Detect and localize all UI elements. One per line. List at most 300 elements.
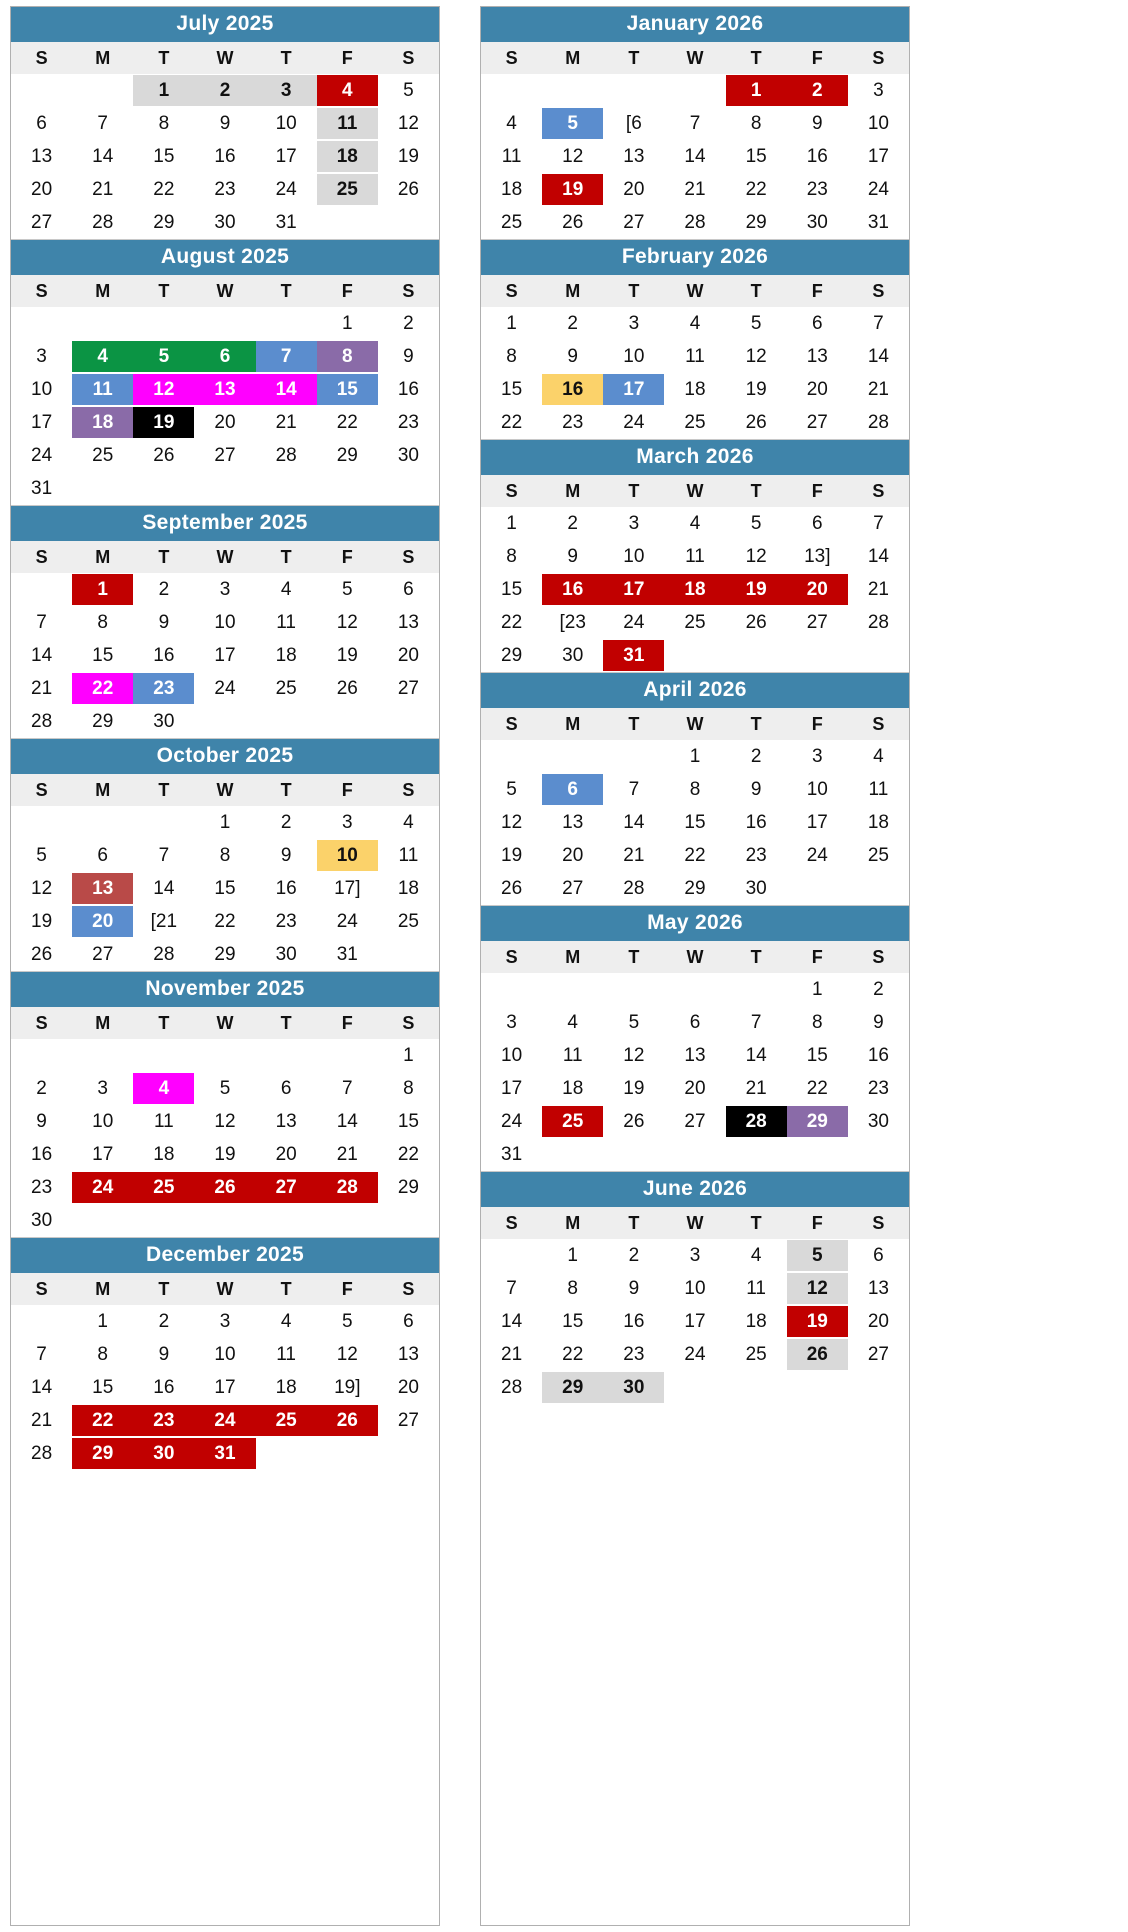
day-cell[interactable] bbox=[726, 773, 787, 806]
day-cell[interactable] bbox=[256, 573, 317, 606]
day-cell[interactable] bbox=[256, 1171, 317, 1204]
day-cell[interactable] bbox=[317, 173, 378, 206]
day-cell[interactable] bbox=[726, 307, 787, 340]
day-cell[interactable] bbox=[787, 1105, 848, 1138]
day-cell[interactable] bbox=[542, 507, 603, 540]
day-cell[interactable] bbox=[542, 839, 603, 872]
day-cell[interactable] bbox=[726, 1072, 787, 1105]
day-cell[interactable] bbox=[133, 672, 194, 705]
day-cell[interactable] bbox=[317, 406, 378, 439]
day-cell[interactable] bbox=[317, 307, 378, 340]
day-cell[interactable] bbox=[378, 1305, 439, 1338]
day-cell[interactable] bbox=[72, 606, 133, 639]
day-cell[interactable] bbox=[787, 573, 848, 606]
day-cell[interactable] bbox=[194, 839, 255, 872]
day-cell[interactable] bbox=[848, 1105, 909, 1138]
day-cell[interactable] bbox=[11, 872, 72, 905]
day-cell[interactable] bbox=[848, 507, 909, 540]
day-cell[interactable] bbox=[664, 206, 725, 239]
day-cell[interactable] bbox=[664, 1072, 725, 1105]
day-cell[interactable] bbox=[848, 1239, 909, 1272]
day-cell[interactable] bbox=[11, 1437, 72, 1470]
day-cell[interactable] bbox=[664, 1272, 725, 1305]
day-cell[interactable] bbox=[72, 1404, 133, 1437]
day-cell[interactable] bbox=[72, 705, 133, 738]
day-cell[interactable] bbox=[11, 938, 72, 971]
day-cell[interactable] bbox=[317, 1305, 378, 1338]
day-cell[interactable] bbox=[664, 573, 725, 606]
day-cell[interactable] bbox=[542, 1006, 603, 1039]
day-cell[interactable] bbox=[11, 373, 72, 406]
day-cell[interactable] bbox=[72, 1338, 133, 1371]
day-cell[interactable] bbox=[542, 107, 603, 140]
day-cell[interactable] bbox=[317, 1105, 378, 1138]
day-cell[interactable] bbox=[256, 1338, 317, 1371]
day-cell[interactable] bbox=[317, 672, 378, 705]
day-cell[interactable] bbox=[664, 773, 725, 806]
day-cell[interactable] bbox=[664, 140, 725, 173]
day-cell[interactable] bbox=[664, 507, 725, 540]
day-cell[interactable] bbox=[726, 540, 787, 573]
day-cell[interactable] bbox=[256, 1371, 317, 1404]
day-cell[interactable] bbox=[542, 373, 603, 406]
day-cell[interactable] bbox=[256, 107, 317, 140]
day-cell[interactable] bbox=[256, 173, 317, 206]
day-cell[interactable] bbox=[133, 1072, 194, 1105]
day-cell[interactable] bbox=[481, 1138, 542, 1171]
day-cell[interactable] bbox=[72, 107, 133, 140]
day-cell[interactable] bbox=[542, 206, 603, 239]
day-cell[interactable] bbox=[256, 938, 317, 971]
day-cell[interactable] bbox=[194, 1437, 255, 1470]
day-cell[interactable] bbox=[848, 140, 909, 173]
day-cell[interactable] bbox=[256, 74, 317, 107]
day-cell[interactable] bbox=[133, 107, 194, 140]
day-cell[interactable] bbox=[603, 107, 664, 140]
day-cell[interactable] bbox=[256, 206, 317, 239]
day-cell[interactable] bbox=[542, 606, 603, 639]
day-cell[interactable] bbox=[848, 1039, 909, 1072]
day-cell[interactable] bbox=[256, 639, 317, 672]
day-cell[interactable] bbox=[11, 340, 72, 373]
day-cell[interactable] bbox=[848, 373, 909, 406]
day-cell[interactable] bbox=[317, 806, 378, 839]
day-cell[interactable] bbox=[481, 107, 542, 140]
day-cell[interactable] bbox=[726, 1006, 787, 1039]
day-cell[interactable] bbox=[378, 872, 439, 905]
day-cell[interactable] bbox=[194, 872, 255, 905]
day-cell[interactable] bbox=[378, 107, 439, 140]
day-cell[interactable] bbox=[194, 74, 255, 107]
day-cell[interactable] bbox=[481, 1072, 542, 1105]
day-cell[interactable] bbox=[378, 373, 439, 406]
day-cell[interactable] bbox=[133, 1105, 194, 1138]
day-cell[interactable] bbox=[726, 1039, 787, 1072]
day-cell[interactable] bbox=[726, 1239, 787, 1272]
day-cell[interactable] bbox=[72, 639, 133, 672]
day-cell[interactable] bbox=[133, 872, 194, 905]
day-cell[interactable] bbox=[317, 905, 378, 938]
day-cell[interactable] bbox=[787, 540, 848, 573]
day-cell[interactable] bbox=[542, 573, 603, 606]
day-cell[interactable] bbox=[664, 540, 725, 573]
day-cell[interactable] bbox=[542, 1072, 603, 1105]
day-cell[interactable] bbox=[848, 606, 909, 639]
day-cell[interactable] bbox=[481, 307, 542, 340]
day-cell[interactable] bbox=[848, 973, 909, 1006]
day-cell[interactable] bbox=[194, 672, 255, 705]
day-cell[interactable] bbox=[664, 740, 725, 773]
day-cell[interactable] bbox=[848, 74, 909, 107]
day-cell[interactable] bbox=[481, 1105, 542, 1138]
day-cell[interactable] bbox=[664, 1105, 725, 1138]
day-cell[interactable] bbox=[603, 639, 664, 672]
day-cell[interactable] bbox=[603, 573, 664, 606]
day-cell[interactable] bbox=[72, 173, 133, 206]
day-cell[interactable] bbox=[603, 540, 664, 573]
day-cell[interactable] bbox=[194, 573, 255, 606]
day-cell[interactable] bbox=[133, 1371, 194, 1404]
day-cell[interactable] bbox=[481, 872, 542, 905]
day-cell[interactable] bbox=[481, 540, 542, 573]
day-cell[interactable] bbox=[11, 1338, 72, 1371]
day-cell[interactable] bbox=[481, 173, 542, 206]
day-cell[interactable] bbox=[542, 1239, 603, 1272]
day-cell[interactable] bbox=[378, 839, 439, 872]
day-cell[interactable] bbox=[664, 872, 725, 905]
day-cell[interactable] bbox=[664, 173, 725, 206]
day-cell[interactable] bbox=[542, 406, 603, 439]
day-cell[interactable] bbox=[787, 107, 848, 140]
day-cell[interactable] bbox=[603, 507, 664, 540]
day-cell[interactable] bbox=[194, 606, 255, 639]
day-cell[interactable] bbox=[11, 1371, 72, 1404]
day-cell[interactable] bbox=[256, 373, 317, 406]
day-cell[interactable] bbox=[72, 1138, 133, 1171]
day-cell[interactable] bbox=[72, 140, 133, 173]
day-cell[interactable] bbox=[194, 206, 255, 239]
day-cell[interactable] bbox=[664, 1039, 725, 1072]
day-cell[interactable] bbox=[603, 1039, 664, 1072]
day-cell[interactable] bbox=[603, 206, 664, 239]
day-cell[interactable] bbox=[133, 1338, 194, 1371]
day-cell[interactable] bbox=[726, 74, 787, 107]
day-cell[interactable] bbox=[72, 839, 133, 872]
day-cell[interactable] bbox=[542, 1371, 603, 1404]
day-cell[interactable] bbox=[256, 606, 317, 639]
day-cell[interactable] bbox=[787, 74, 848, 107]
day-cell[interactable] bbox=[72, 1437, 133, 1470]
day-cell[interactable] bbox=[603, 806, 664, 839]
day-cell[interactable] bbox=[378, 1072, 439, 1105]
day-cell[interactable] bbox=[481, 1371, 542, 1404]
day-cell[interactable] bbox=[603, 1272, 664, 1305]
day-cell[interactable] bbox=[72, 872, 133, 905]
day-cell[interactable] bbox=[848, 1072, 909, 1105]
day-cell[interactable] bbox=[787, 406, 848, 439]
day-cell[interactable] bbox=[603, 340, 664, 373]
day-cell[interactable] bbox=[72, 1072, 133, 1105]
day-cell[interactable] bbox=[72, 672, 133, 705]
day-cell[interactable] bbox=[726, 107, 787, 140]
day-cell[interactable] bbox=[481, 1272, 542, 1305]
day-cell[interactable] bbox=[72, 406, 133, 439]
day-cell[interactable] bbox=[603, 173, 664, 206]
day-cell[interactable] bbox=[378, 905, 439, 938]
day-cell[interactable] bbox=[194, 439, 255, 472]
day-cell[interactable] bbox=[133, 140, 194, 173]
day-cell[interactable] bbox=[11, 1404, 72, 1437]
day-cell[interactable] bbox=[481, 806, 542, 839]
day-cell[interactable] bbox=[542, 340, 603, 373]
day-cell[interactable] bbox=[848, 573, 909, 606]
day-cell[interactable] bbox=[194, 140, 255, 173]
day-cell[interactable] bbox=[133, 705, 194, 738]
day-cell[interactable] bbox=[11, 1138, 72, 1171]
day-cell[interactable] bbox=[317, 340, 378, 373]
day-cell[interactable] bbox=[11, 439, 72, 472]
day-cell[interactable] bbox=[664, 307, 725, 340]
day-cell[interactable] bbox=[787, 773, 848, 806]
day-cell[interactable] bbox=[194, 938, 255, 971]
day-cell[interactable] bbox=[848, 1338, 909, 1371]
day-cell[interactable] bbox=[256, 806, 317, 839]
day-cell[interactable] bbox=[378, 1404, 439, 1437]
day-cell[interactable] bbox=[256, 1404, 317, 1437]
day-cell[interactable] bbox=[848, 107, 909, 140]
day-cell[interactable] bbox=[133, 1138, 194, 1171]
day-cell[interactable] bbox=[11, 140, 72, 173]
day-cell[interactable] bbox=[378, 1105, 439, 1138]
day-cell[interactable] bbox=[664, 606, 725, 639]
day-cell[interactable] bbox=[726, 806, 787, 839]
day-cell[interactable] bbox=[11, 472, 72, 505]
day-cell[interactable] bbox=[378, 672, 439, 705]
day-cell[interactable] bbox=[787, 373, 848, 406]
day-cell[interactable] bbox=[133, 1305, 194, 1338]
day-cell[interactable] bbox=[848, 1272, 909, 1305]
day-cell[interactable] bbox=[848, 806, 909, 839]
day-cell[interactable] bbox=[194, 107, 255, 140]
day-cell[interactable] bbox=[726, 1105, 787, 1138]
day-cell[interactable] bbox=[481, 773, 542, 806]
day-cell[interactable] bbox=[11, 1072, 72, 1105]
day-cell[interactable] bbox=[848, 406, 909, 439]
day-cell[interactable] bbox=[481, 373, 542, 406]
day-cell[interactable] bbox=[11, 839, 72, 872]
day-cell[interactable] bbox=[378, 1338, 439, 1371]
day-cell[interactable] bbox=[256, 1138, 317, 1171]
day-cell[interactable] bbox=[11, 672, 72, 705]
day-cell[interactable] bbox=[317, 439, 378, 472]
day-cell[interactable] bbox=[726, 1338, 787, 1371]
day-cell[interactable] bbox=[787, 740, 848, 773]
day-cell[interactable] bbox=[603, 307, 664, 340]
day-cell[interactable] bbox=[194, 639, 255, 672]
day-cell[interactable] bbox=[542, 173, 603, 206]
day-cell[interactable] bbox=[603, 606, 664, 639]
day-cell[interactable] bbox=[72, 439, 133, 472]
day-cell[interactable] bbox=[194, 1371, 255, 1404]
day-cell[interactable] bbox=[256, 1305, 317, 1338]
day-cell[interactable] bbox=[133, 340, 194, 373]
day-cell[interactable] bbox=[848, 1305, 909, 1338]
day-cell[interactable] bbox=[848, 340, 909, 373]
day-cell[interactable] bbox=[726, 1305, 787, 1338]
day-cell[interactable] bbox=[542, 1338, 603, 1371]
day-cell[interactable] bbox=[317, 839, 378, 872]
day-cell[interactable] bbox=[481, 507, 542, 540]
day-cell[interactable] bbox=[378, 639, 439, 672]
day-cell[interactable] bbox=[726, 406, 787, 439]
day-cell[interactable] bbox=[542, 1105, 603, 1138]
day-cell[interactable] bbox=[72, 573, 133, 606]
day-cell[interactable] bbox=[72, 373, 133, 406]
day-cell[interactable] bbox=[317, 1371, 378, 1404]
day-cell[interactable] bbox=[317, 1171, 378, 1204]
day-cell[interactable] bbox=[317, 74, 378, 107]
day-cell[interactable] bbox=[133, 606, 194, 639]
day-cell[interactable] bbox=[787, 606, 848, 639]
day-cell[interactable] bbox=[542, 1272, 603, 1305]
day-cell[interactable] bbox=[726, 373, 787, 406]
day-cell[interactable] bbox=[378, 406, 439, 439]
day-cell[interactable] bbox=[133, 74, 194, 107]
day-cell[interactable] bbox=[481, 140, 542, 173]
day-cell[interactable] bbox=[72, 938, 133, 971]
day-cell[interactable] bbox=[378, 1138, 439, 1171]
day-cell[interactable] bbox=[317, 938, 378, 971]
day-cell[interactable] bbox=[133, 206, 194, 239]
day-cell[interactable] bbox=[194, 373, 255, 406]
day-cell[interactable] bbox=[603, 872, 664, 905]
day-cell[interactable] bbox=[256, 905, 317, 938]
day-cell[interactable] bbox=[664, 1239, 725, 1272]
day-cell[interactable] bbox=[481, 1338, 542, 1371]
day-cell[interactable] bbox=[378, 1039, 439, 1072]
day-cell[interactable] bbox=[787, 140, 848, 173]
day-cell[interactable] bbox=[664, 1006, 725, 1039]
day-cell[interactable] bbox=[11, 705, 72, 738]
day-cell[interactable] bbox=[133, 406, 194, 439]
day-cell[interactable] bbox=[133, 439, 194, 472]
day-cell[interactable] bbox=[603, 373, 664, 406]
day-cell[interactable] bbox=[603, 1006, 664, 1039]
day-cell[interactable] bbox=[481, 639, 542, 672]
day-cell[interactable] bbox=[194, 406, 255, 439]
day-cell[interactable] bbox=[378, 439, 439, 472]
day-cell[interactable] bbox=[133, 1404, 194, 1437]
day-cell[interactable] bbox=[11, 406, 72, 439]
day-cell[interactable] bbox=[481, 839, 542, 872]
day-cell[interactable] bbox=[481, 340, 542, 373]
day-cell[interactable] bbox=[72, 206, 133, 239]
day-cell[interactable] bbox=[11, 173, 72, 206]
day-cell[interactable] bbox=[317, 140, 378, 173]
day-cell[interactable] bbox=[194, 1138, 255, 1171]
day-cell[interactable] bbox=[787, 1006, 848, 1039]
day-cell[interactable] bbox=[481, 1039, 542, 1072]
day-cell[interactable] bbox=[787, 206, 848, 239]
day-cell[interactable] bbox=[256, 1105, 317, 1138]
day-cell[interactable] bbox=[256, 672, 317, 705]
day-cell[interactable] bbox=[194, 1305, 255, 1338]
day-cell[interactable] bbox=[848, 773, 909, 806]
day-cell[interactable] bbox=[378, 173, 439, 206]
day-cell[interactable] bbox=[133, 839, 194, 872]
day-cell[interactable] bbox=[726, 140, 787, 173]
day-cell[interactable] bbox=[787, 507, 848, 540]
day-cell[interactable] bbox=[848, 206, 909, 239]
day-cell[interactable] bbox=[481, 1305, 542, 1338]
day-cell[interactable] bbox=[317, 639, 378, 672]
day-cell[interactable] bbox=[848, 1006, 909, 1039]
day-cell[interactable] bbox=[542, 872, 603, 905]
day-cell[interactable] bbox=[378, 307, 439, 340]
day-cell[interactable] bbox=[481, 573, 542, 606]
day-cell[interactable] bbox=[664, 806, 725, 839]
day-cell[interactable] bbox=[133, 938, 194, 971]
day-cell[interactable] bbox=[481, 206, 542, 239]
day-cell[interactable] bbox=[317, 373, 378, 406]
day-cell[interactable] bbox=[664, 340, 725, 373]
day-cell[interactable] bbox=[378, 1171, 439, 1204]
day-cell[interactable] bbox=[194, 173, 255, 206]
day-cell[interactable] bbox=[787, 340, 848, 373]
day-cell[interactable] bbox=[603, 1338, 664, 1371]
day-cell[interactable] bbox=[542, 639, 603, 672]
day-cell[interactable] bbox=[317, 107, 378, 140]
day-cell[interactable] bbox=[603, 140, 664, 173]
day-cell[interactable] bbox=[848, 740, 909, 773]
day-cell[interactable] bbox=[481, 406, 542, 439]
day-cell[interactable] bbox=[542, 307, 603, 340]
day-cell[interactable] bbox=[378, 74, 439, 107]
day-cell[interactable] bbox=[848, 307, 909, 340]
day-cell[interactable] bbox=[133, 1171, 194, 1204]
day-cell[interactable] bbox=[72, 1305, 133, 1338]
day-cell[interactable] bbox=[194, 1171, 255, 1204]
day-cell[interactable] bbox=[317, 1072, 378, 1105]
day-cell[interactable] bbox=[726, 507, 787, 540]
day-cell[interactable] bbox=[133, 1437, 194, 1470]
day-cell[interactable] bbox=[726, 872, 787, 905]
day-cell[interactable] bbox=[664, 839, 725, 872]
day-cell[interactable] bbox=[256, 406, 317, 439]
day-cell[interactable] bbox=[603, 839, 664, 872]
day-cell[interactable] bbox=[11, 606, 72, 639]
day-cell[interactable] bbox=[317, 573, 378, 606]
day-cell[interactable] bbox=[542, 140, 603, 173]
day-cell[interactable] bbox=[317, 872, 378, 905]
day-cell[interactable] bbox=[256, 839, 317, 872]
day-cell[interactable] bbox=[194, 1105, 255, 1138]
day-cell[interactable] bbox=[848, 839, 909, 872]
day-cell[interactable] bbox=[664, 1305, 725, 1338]
day-cell[interactable] bbox=[603, 1239, 664, 1272]
day-cell[interactable] bbox=[256, 872, 317, 905]
day-cell[interactable] bbox=[11, 905, 72, 938]
day-cell[interactable] bbox=[317, 1338, 378, 1371]
day-cell[interactable] bbox=[72, 905, 133, 938]
day-cell[interactable] bbox=[11, 1204, 72, 1237]
day-cell[interactable] bbox=[664, 107, 725, 140]
day-cell[interactable] bbox=[133, 173, 194, 206]
day-cell[interactable] bbox=[481, 1006, 542, 1039]
day-cell[interactable] bbox=[787, 839, 848, 872]
day-cell[interactable] bbox=[726, 340, 787, 373]
day-cell[interactable] bbox=[378, 1371, 439, 1404]
